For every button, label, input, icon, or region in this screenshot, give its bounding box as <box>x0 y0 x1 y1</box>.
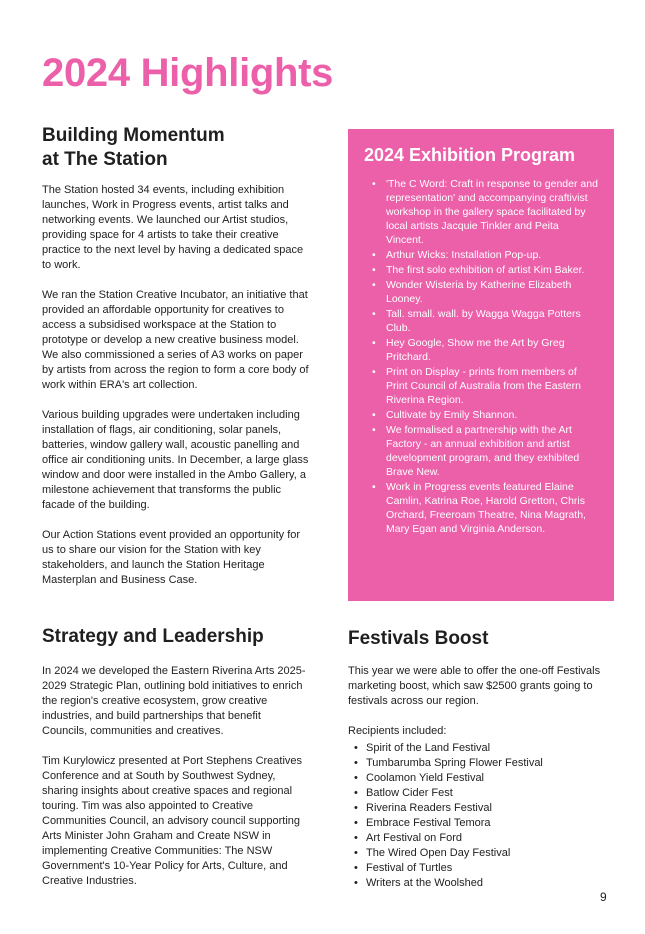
recipient-item: • The Wired Open Day Festival <box>366 846 610 861</box>
recipient-item: • Tumbarumba Spring Flower Festival <box>366 756 610 771</box>
building-body <box>42 183 310 588</box>
recipient-item: • Writers at the Woolshed <box>366 876 610 891</box>
exhibition-heading: 2024 Exhibition Program <box>364 145 576 165</box>
recipient-item: • Coolamon Yield Festival <box>366 771 610 786</box>
building-heading <box>42 124 225 172</box>
building-paragraph: The Station hosted 34 events, including exhibition launches, Work in Progress events, artist talks and networking events. We launched our Artist studios, providing space for 4 artists to take their creative practice to the next level by having a dedicated space to work. <box>42 184 304 271</box>
exhibition-item: • Hey Google, Show me the Art by Greg Pritchard. <box>386 336 598 364</box>
recipient-item: • Art Festival on Ford <box>366 831 610 846</box>
festivals-intro: This year we were able to offer the one-off Festivals marketing boost, which saw $2500 grants going to festivals across our region. <box>348 665 601 707</box>
festivals-body <box>348 664 610 891</box>
exhibition-item: • Tall. small. wall. by Wagga Wagga Potters Club. <box>386 307 598 335</box>
recipients-list <box>348 741 610 891</box>
recipient-item: • Embrace Festival Temora <box>366 816 610 831</box>
exhibition-item: • Print on Display - prints from members of Print Council of Australia from the Eastern Riverina Region. <box>386 365 598 407</box>
recipient-item: • Spirit of the Land Festival <box>366 741 610 756</box>
exhibition-list <box>364 177 598 536</box>
exhibition-program-box <box>348 129 614 601</box>
building-heading-line2: at The Station <box>42 149 168 170</box>
exhibition-item: • Wonder Wisteria by Katherine Elizabeth Looney. <box>386 278 598 306</box>
strategy-body <box>42 664 307 889</box>
recipients-label: Recipients included: <box>348 725 447 737</box>
exhibition-item: • Cultivate by Emily Shannon. <box>386 408 598 422</box>
exhibition-item: • The first solo exhibition of artist Kim Baker. <box>386 263 598 277</box>
recipient-item: • Batlow Cider Fest <box>366 786 610 801</box>
building-paragraph: We ran the Station Creative Incubator, an initiative that provided an affordable opportunity for creatives to access a subsidised workspace at the Station to prototype or develop a new creative business model. We also commissioned a series of A3 works on paper by artists from across the region to form a core body of work within ERA's art collection. <box>42 289 309 391</box>
exhibition-item: • 'The C Word: Craft in response to gender and representation' and accompanying craftivist workshop in the gallery space facilitated by local artists Jacquie Tinkler and Peita Vincent. <box>386 177 598 247</box>
page-number: 9 <box>600 890 607 904</box>
strategy-paragraph: Tim Kurylowicz presented at Port Stephens Creatives Conference and at South by Southwest Sydney, sharing insights about creative spaces and regional touring. Tim was also appointed to Creative Communities Council, an advisory council supporting Arts Minister John Graham and Create NSW in implementing Creative Communities: The NSW Government's 10-Year Policy for Arts, Culture, and Creative Industries. <box>42 755 303 887</box>
recipient-item: • Riverina Readers Festival <box>366 801 610 816</box>
strategy-paragraph: In 2024 we developed the Eastern Riverina Arts 2025-2029 Strategic Plan, outlining bold initiatives to enrich the region's creative ecosystem, grow creative industries, and build partnerships that benefit Councils, communities and creatives. <box>42 665 306 737</box>
building-paragraph: Our Action Stations event provided an opportunity for us to share our vision for the Station with key stakeholders, and launch the Station Heritage Masterplan and Business Case. <box>42 529 301 586</box>
exhibition-item: • Arthur Wicks: Installation Pop-up. <box>386 248 598 262</box>
building-heading-line1: Building Momentum <box>42 125 225 146</box>
strategy-heading: Strategy and Leadership <box>42 626 264 647</box>
exhibition-item: • Work in Progress events featured Elaine Camlin, Katrina Roe, Harold Gretton, Chris Orchard, Freeroam Theatre, Nina Magrath, Mary Egan and Virginia Anderson. <box>386 480 598 536</box>
festivals-heading: Festivals Boost <box>348 628 489 649</box>
page-title: 2024 Highlights <box>42 51 334 95</box>
building-paragraph: Various building upgrades were undertaken including installation of flags, air conditioning, solar panels, batteries, window gallery wall, acoustic panelling and office air conditioning units. In December, a large glass window and door were installed in the Ambo Gallery, a milestone achievement that transforms the public facade of the building. <box>42 409 309 511</box>
exhibition-item: • We formalised a partnership with the Art Factory - an annual exhibition and artist development program, and they exhibited Brave New. <box>386 423 598 479</box>
recipient-item: • Festival of Turtles <box>366 861 610 876</box>
